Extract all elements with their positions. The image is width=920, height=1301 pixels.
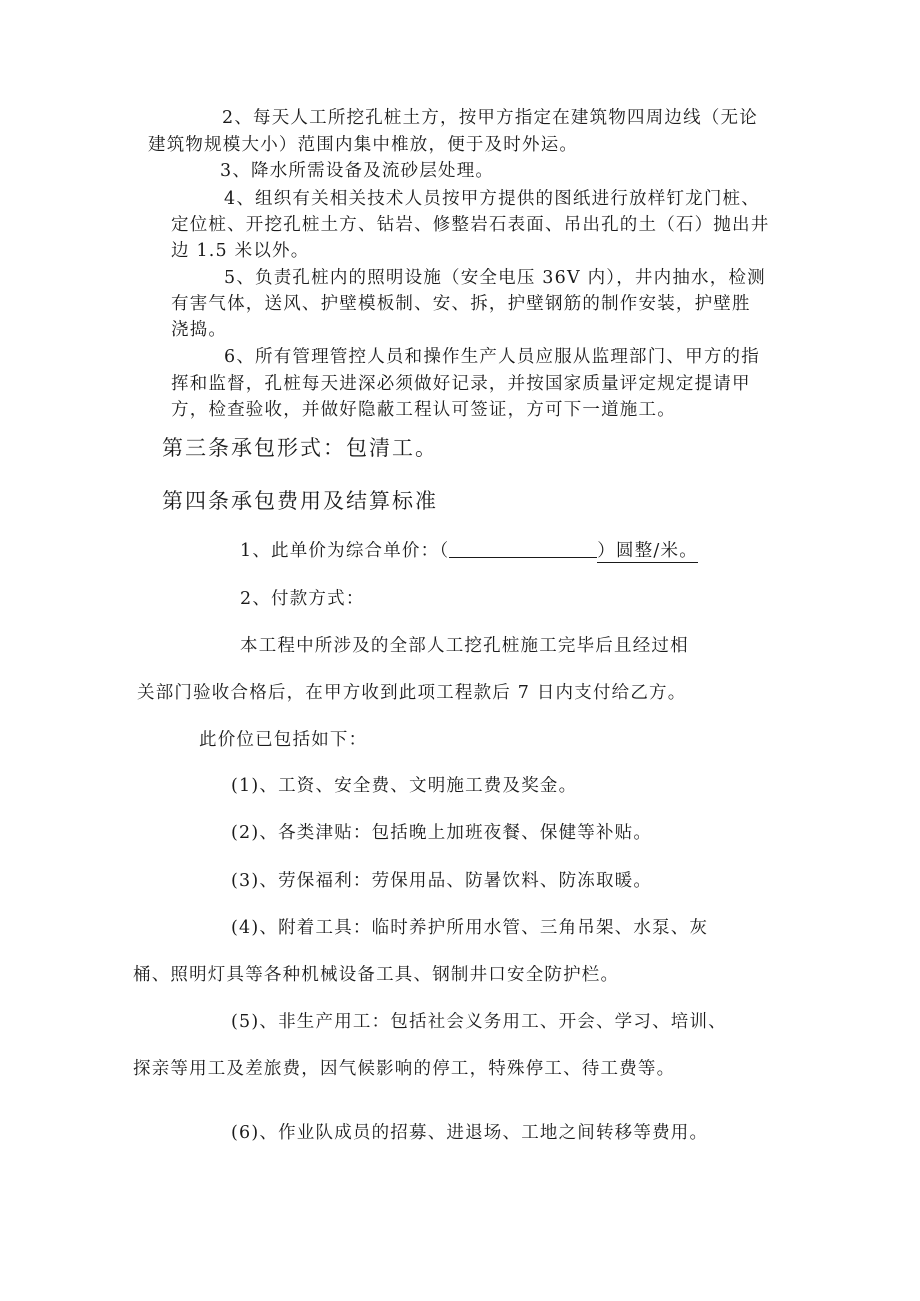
clause-3-line-1: 3、降水所需设备及流砂层处理。 [220,161,495,181]
unit-price-prefix: 1、此单价为综合单价：（ [240,541,450,561]
included-item-4-line-2: 桶、照明灯具等各种机械设备工具、钢制井口安全防护栏。 [133,965,620,985]
article-4-heading: 第四条承包费用及结算标准 [162,489,438,513]
clause-5-line-2: 有害气体，送风、护壁模板制、安、拆，护壁钢筋的制作安装，护壁胜 [171,294,751,314]
included-item-2: (2)、各类津贴：包括晚上加班夜餐、保健等补贴。 [231,823,653,843]
unit-price-line [240,539,698,563]
article-3-heading: 第三条承包形式：包清工。 [162,436,438,460]
included-item-3: (3)、劳保福利：劳保用品、防暑饮料、防冻取暖。 [231,871,653,891]
payment-method-label: 2、付款方式： [240,589,365,609]
clause-6-line-1: 6、所有管理管控人员和操作生产人员应服从监理部门、甲方的指 [224,347,760,367]
included-item-4-line-1: (4)、附着工具：临时养护所用水管、三角吊架、水泵、灰 [231,918,709,938]
includes-label: 此价位已包括如下： [199,730,368,750]
unit-price-suffix: ）圆整/米。 [597,541,698,561]
payment-text-line-1: 本工程中所涉及的全部人工挖孔桩施工完毕后且经过相 [240,636,689,656]
included-item-5-line-2: 探亲等用工及差旅费，因气候影响的停工，特殊停工、待工费等。 [133,1059,676,1079]
clause-6-line-3: 方，检查验收，并做好隐蔽工程认可签证，方可下一道施工。 [171,400,676,420]
clause-5-line-1: 5、负责孔桩内的照明设施（安全电压 36V 内），井内抽水，检测 [224,268,766,288]
clause-4-line-2: 定位桩、开挖孔桩土方、钻岩、修整岩石表面、吊出孔的土（石）抛出井 [171,215,770,235]
clause-5-line-3: 浇捣。 [171,320,228,340]
clause-2-line-2: 建筑物规模大小）范围内集中椎放，便于及时外运。 [148,135,579,155]
included-item-1: (1)、工资、安全费、文明施工费及奖金。 [231,776,578,796]
included-item-5-line-1: (5)、非生产用工：包括社会义务用工、开会、学习、培训、 [231,1012,727,1032]
clause-2-line-1: 2、每天人工所挖孔桩土方，按甲方指定在建筑物四周边线（无论 [222,108,758,128]
clause-4-line-3: 边 1.5 米以外。 [171,241,310,261]
clause-4-line-1: 4、组织有关相关技术人员按甲方提供的图纸进行放样钉龙门桩、 [224,189,760,209]
payment-text-line-2: 关部门验收合格后，在甲方收到此项工程款后 7 日内支付给乙方。 [137,683,687,703]
included-item-6: (6)、作业队成员的招募、进退场、工地之间转移等费用。 [231,1123,709,1143]
clause-6-line-2: 挥和监督，孔桩每天进深必须做好记录，并按国家质量评定规定提请甲 [171,374,751,394]
unit-price-blank[interactable] [449,539,597,558]
